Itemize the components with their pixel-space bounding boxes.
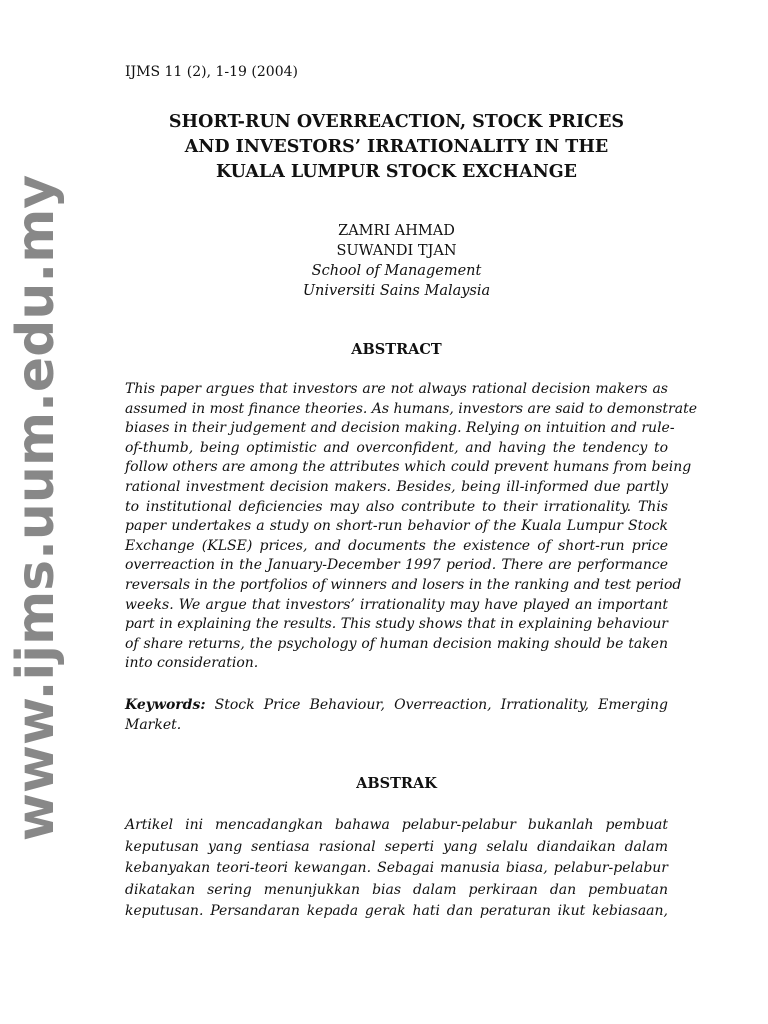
abstract-line: follow others are among the attributes which could prevent humans from being (125, 459, 692, 476)
abstract-line: of-thumb, being optimistic and overconfident, and having the tendency to (125, 439, 668, 456)
affiliation-university: Universiti Sains Malaysia (302, 283, 491, 299)
keywords-line (125, 696, 668, 716)
abstract-line: This paper argues that investors are not always rational decision makers as (125, 381, 668, 397)
keywords-label: Keywords: (125, 697, 206, 713)
paper-title (125, 110, 668, 185)
author-name: SUWANDI TJAN (336, 243, 457, 259)
abstract-line: into consideration. (125, 655, 259, 672)
abstrak-line: keputusan yang sentiasa rasional seperti yang selalu diandaikan dalam (125, 838, 668, 855)
title-line: KUALA LUMPUR STOCK EXCHANGE (216, 162, 577, 182)
url-watermark: www.ijms.uum.edu.my (6, 174, 66, 842)
abstrak-line: dikatakan sering menunjukkan bias dalam perkiraan dan pembuatan (125, 881, 668, 898)
abstract-line: to institutional deficiencies may also contribute to their irrationality. This (125, 498, 668, 515)
abstract-line: part in explaining the results. This study shows that in explaining behaviour (125, 616, 668, 633)
abstract-heading: ABSTRACT (351, 341, 442, 358)
abstract-text (125, 380, 697, 674)
title-line: AND INVESTORS’ IRRATIONALITY IN THE (184, 137, 609, 157)
abstract-line: weeks. We argue that investors’ irrationality may have played an important (125, 596, 668, 613)
keywords-list: Stock Price Behaviour, Overreaction, Irrationality, Emerging (214, 697, 669, 713)
abstrak-heading: ABSTRAK (356, 775, 437, 792)
author-block (125, 221, 668, 301)
abstract-line: assumed in most finance theories. As humans, investors are said to demonstrate (125, 400, 697, 417)
abstrak-line: keputusan. Persandaran kepada gerak hati dan peraturan ikut kebiasaan, (125, 903, 668, 919)
affiliation-school: School of Management (311, 263, 482, 279)
author-name: ZAMRI AHMAD (338, 223, 455, 239)
abstract-line: rational investment decision makers. Besides, being ill-informed due partly (125, 478, 668, 495)
journal-reference: IJMS 11 (2), 1-19 (2004) (125, 64, 298, 80)
abstrak-text (125, 815, 668, 923)
keywords-line-2: Market. (125, 716, 182, 733)
abstract-line: of share returns, the psychology of human decision making should be taken (125, 635, 668, 652)
abstract-line: paper undertakes a study on short-run behavior of the Kuala Lumpur Stock (125, 518, 668, 535)
abstrak-line: kebanyakan teori-teori kewangan. Sebagai manusia biasa, pelabur-pelabur (125, 860, 668, 876)
abstract-line: biases in their judgement and decision making. Relying on intuition and rule- (125, 420, 675, 437)
abstract-line: reversals in the portfolios of winners and losers in the ranking and test period (125, 576, 682, 593)
keywords-block (125, 696, 668, 735)
title-line: SHORT-RUN OVERREACTION, STOCK PRICES (168, 112, 625, 132)
abstrak-line: Artikel ini mencadangkan bahawa pelabur-pelabur bukanlah pembuat (125, 817, 668, 833)
abstract-line: overreaction in the January-December 1997 period. There are performance (125, 557, 668, 574)
abstract-line: Exchange (KLSE) prices, and documents the existence of short-run price (125, 537, 668, 554)
